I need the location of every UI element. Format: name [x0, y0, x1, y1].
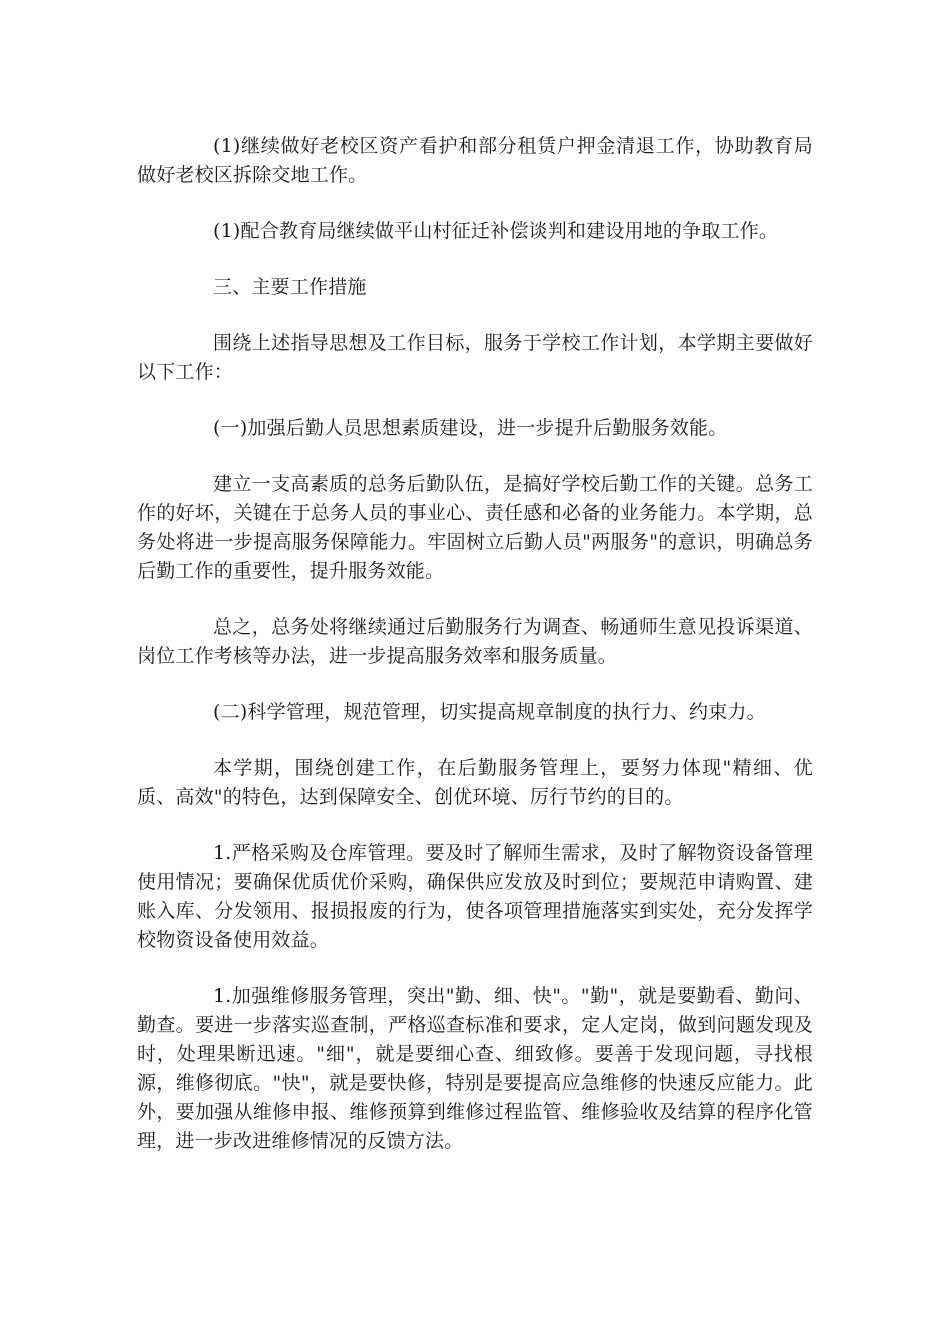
paragraph-land-acquisition: (1)配合教育局继续做平山村征迁补偿谈判和建设用地的争取工作。 [213, 220, 779, 242]
paragraph-intro: 围绕上述指导思想及工作目标，服务于学校工作计划，本学期主要做好以下工作： [137, 332, 813, 383]
subheading-staff-quality: (一)加强后勤人员思想素质建设，进一步提升后勤服务效能。 [213, 417, 728, 439]
document-body [137, 132, 813, 1183]
paragraph-asset-custody: (1)继续做好老校区资产看护和部分租赁户押金清退工作，协助教育局做好老校区拆除交地工作。 [137, 135, 813, 186]
paragraph-summary: 总之，总务处将继续通过后勤服务行为调查、畅通师生意见投诉渠道、岗位工作考核等办法，进一步提高服务效率和服务质量。 [137, 616, 813, 667]
paragraph-team-building: 建立一支高素质的总务后勤队伍，是搞好学校后勤工作的关键。总务工作的好坏，关键在于总务人员的事业心、责任感和必备的业务能力。本学期，总务处将进一步提高服务保障能力。牢固树立后勤人员"两服务"的意识，明确总务后勤工作的重要性，提升服务效能。 [137, 473, 813, 582]
section-heading-measures: 三、主要工作措施 [213, 276, 367, 298]
subheading-management: (二)科学管理，规范管理，切实提高规章制度的执行力、约束力。 [213, 701, 766, 723]
paragraph-procurement: 1.严格采购及仓库管理。要及时了解师生需求，及时了解物资设备管理使用情况；要确保优质优价采购，确保供应发放及时到位；要规范申请购置、建账入库、分发领用、报损报废的行为，使各项管理措施落实到实处，充分发挥学校物资设备使用效益。 [137, 842, 813, 951]
paragraph-maintenance: 1.加强维修服务管理，突出"勤、细、快"。"勤"，就是要勤看、勤问、勤查。要进一步落实巡查制，严格巡查标准和要求，定人定岗，做到问题发现及时，处理果断迅速。"细"，就是要细心查、细致修。要善于发现问题，寻找根源，维修彻底。"快"，就是要快修，特别是要提高应急维修的快速反应能力。此外，要加强从维修申报、维修预算到维修过程监管、维修验收及结算的程序化管理，进一步改进维修情况的反馈方法。 [137, 985, 813, 1152]
paragraph-semester-goals: 本学期，围绕创建工作，在后勤服务管理上，要努力体现"精细、优质、高效"的特色，达到保障安全、创优环境、厉行节约的目的。 [137, 757, 813, 808]
